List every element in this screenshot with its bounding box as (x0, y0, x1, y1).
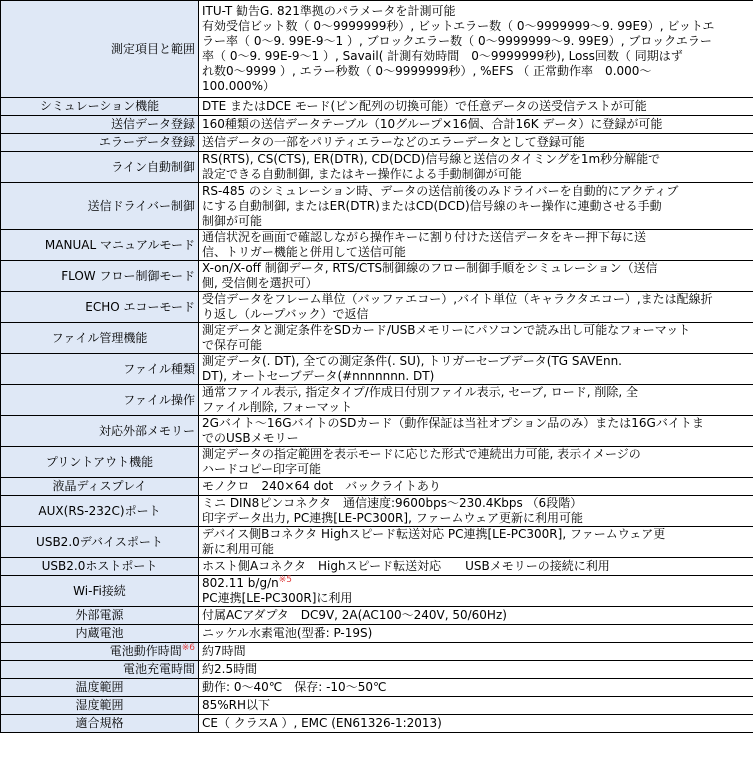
spec-value-line (202, 323, 750, 338)
spec-label (1, 558, 199, 576)
spec-value-text: 100.000%） (202, 79, 276, 93)
spec-value-text: 2Gバイト〜16GバイトのSDカード（動作保証は当社オプション品のみ）または16Gバイトま (202, 416, 704, 430)
spec-label (1, 98, 199, 116)
spec-value-line (202, 4, 750, 19)
footnote-mark: ※5 (278, 575, 293, 585)
spec-label-text: ファイル操作 (123, 392, 195, 407)
spec-label (1, 354, 199, 385)
spec-label (1, 323, 199, 354)
spec-row (1, 416, 753, 447)
spec-row (1, 625, 753, 643)
spec-value-line (202, 79, 750, 94)
spec-label (1, 230, 199, 261)
spec-value-line (202, 400, 750, 415)
spec-label-text: シミュレーション機能 (39, 99, 160, 113)
spec-label-text: 温度範囲 (75, 680, 124, 694)
spec-value-line (202, 496, 750, 511)
spec-value-line (202, 307, 750, 322)
spec-value-line (202, 338, 750, 353)
spec-row (1, 134, 753, 152)
spec-row (1, 354, 753, 385)
spec-value-text: DTE またはDCE モード(ピン配列の切換可能）で任意データの送受信テストが可能 (202, 99, 647, 113)
spec-label-text: AUX(RS-232C)ポート (38, 503, 161, 518)
spec-value-text: 設定できる自動制御, またはキー操作による手動制御が可能 (202, 167, 522, 181)
spec-value (199, 478, 753, 496)
spec-label-text: 送信ドライバー制御 (87, 198, 195, 213)
spec-value-line (202, 99, 750, 114)
spec-label-text: 送信データ登録 (110, 117, 195, 131)
spec-row (1, 323, 753, 354)
spec-row (1, 679, 753, 697)
spec-value-line (202, 385, 750, 400)
spec-value-line (202, 542, 750, 557)
spec-value-text: RS(RTS), CS(CTS), ER(DTR), CD(DCD)信号線と送信のタイミングを1m秒分解能で (202, 152, 661, 166)
spec-row (1, 643, 753, 661)
spec-value-line (202, 34, 750, 49)
spec-value (199, 447, 753, 478)
spec-value (199, 607, 753, 625)
spec-value (199, 643, 753, 661)
spec-value (199, 416, 753, 447)
spec-label (1, 385, 199, 416)
spec-value-text: 160種類の送信データテーブル（10グループ×16個、合計16K データ）に登録が可能 (202, 117, 663, 131)
spec-label-text: FLOW フロー制御モード (61, 268, 195, 283)
spec-value-text: 受信データをフレーム単位（バッファエコー）,バイト単位（キャラクタエコー）,または配線折 (202, 292, 713, 306)
spec-value-text: 側, 受信側を選択可） (202, 276, 318, 290)
spec-value-line (202, 462, 750, 477)
spec-row (1, 152, 753, 183)
spec-value-text: で保存可能 (202, 338, 263, 352)
spec-row (1, 447, 753, 478)
spec-value-text: 測定データと測定条件をSDカード/USBメモリーにパソコンで読み出し可能なフォーマット (202, 323, 691, 337)
spec-value-line (202, 559, 750, 574)
spec-label-text: 液晶ディスプレイ (52, 479, 147, 493)
spec-value-line (202, 230, 750, 245)
spec-value (199, 715, 753, 733)
spec-value (199, 354, 753, 385)
spec-row (1, 1, 753, 98)
spec-value-line (202, 135, 750, 150)
spec-value-text: RS-485 のシミュレーション時、データの送信前後のみドライバーを自動的にアクティブ (202, 183, 679, 198)
spec-row (1, 697, 753, 715)
spec-value-line (202, 576, 750, 591)
spec-value-text: 動作: 0〜40℃ 保存: -10〜50℃ (202, 680, 387, 694)
spec-value-line (202, 184, 750, 199)
spec-label-text: 対応外部メモリー (98, 423, 195, 438)
spec-label-text: エラーデータ登録 (98, 135, 195, 149)
spec-value (199, 558, 753, 576)
spec-value-text: 測定データの指定範囲を表示モードに応じた形式で連続出力可能, 表示イメージの (202, 447, 641, 461)
spec-value-text: ラー率（ 0〜9. 99E-9〜1 ）, ブロックエラー数（ 0〜9999999〜9. 99E9）, ブロックエラー (202, 34, 712, 48)
spec-row (1, 715, 753, 733)
spec-value-text: CE（ クラスA ）, EMC (EN61326-1:2013) (202, 716, 442, 730)
spec-label-text: 内蔵電池 (75, 626, 124, 640)
spec-value-line (202, 354, 750, 369)
spec-value-line (202, 19, 750, 34)
spec-value-text: ITU-T 勧告G. 821準拠のパラメータを計測可能 (202, 4, 456, 18)
spec-value-text: 測定データ(. DT), 全ての測定条件(. SU), トリガーセーブデータ(TG SAVEnn. (202, 354, 622, 368)
spec-value-text: でのUSBメモリー (202, 431, 299, 445)
spec-value-line (202, 591, 750, 606)
spec-label (1, 134, 199, 152)
spec-value (199, 697, 753, 715)
spec-value-text: れ数0〜9999 ）, エラー秒数（ 0〜9999999秒）, %EFS （ 正常動作率 0.000〜 (202, 64, 652, 78)
spec-value-text: ホスト側Aコネクタ Highスピード転送対応 USBメモリーの接続に利用 (202, 559, 610, 573)
spec-value-text: 通信状況を画面で確認しながら操作キーに割り付けた送信データをキー押下毎に送 (202, 230, 647, 244)
spec-value-text: 率（ 0〜9. 99E-9〜1 ）, Savail( 計測有効時間 0〜9999999秒), Loss回数（ 同期はず (202, 49, 683, 63)
spec-value (199, 183, 753, 230)
spec-value-text: 有効受信ビット数（ 0〜9999999秒）, ビットエラー数（ 0〜9999999〜9. 99E9）, ビットエ (202, 19, 715, 33)
spec-value-text: にする自動制御, またはER(DTR)またはCD(DCD)信号線のキー操作に連動させる手動 (202, 198, 662, 213)
spec-value-line (202, 416, 750, 431)
spec-label-text: USB2.0ホストポート (41, 559, 158, 573)
spec-value (199, 385, 753, 416)
spec-label-text: ECHO エコーモード (85, 299, 195, 314)
spec-value (199, 98, 753, 116)
spec-value (199, 323, 753, 354)
spec-value-line (202, 276, 750, 291)
spec-value-text: 約7時間 (202, 644, 246, 658)
spec-value (199, 625, 753, 643)
spec-label (1, 447, 199, 478)
spec-value-text: 新に利用可能 (202, 542, 275, 556)
spec-value-line (202, 199, 750, 214)
spec-value-text: 制御が可能 (202, 213, 263, 228)
spec-value-text: ニッケル水素電池(型番: P-19S) (202, 626, 373, 640)
spec-row (1, 576, 753, 607)
spec-value-text: モノクロ 240×64 dot バックライトあり (202, 479, 441, 493)
spec-table-body (1, 1, 753, 733)
spec-label (1, 576, 199, 607)
spec-value-line (202, 214, 750, 229)
spec-value-text: 約2.5時間 (202, 662, 258, 676)
spec-value-line (202, 680, 750, 695)
spec-value (199, 496, 753, 527)
spec-value-line (202, 662, 750, 677)
spec-value-line (202, 608, 750, 623)
spec-label (1, 715, 199, 733)
spec-value-text: 通常ファイル表示, 指定タイプ/作成日付別ファイル表示, セーブ, ロード, 削除, 全 (202, 385, 639, 399)
spec-value-line (202, 167, 750, 182)
spec-value (199, 134, 753, 152)
spec-value-text: 信、トリガー機能と併用して送信可能 (202, 245, 406, 259)
spec-value-text: 印字データ出力, PC連携[LE-PC300R], ファームウェア更新に利用可能 (202, 511, 583, 525)
spec-row (1, 116, 753, 134)
spec-value (199, 230, 753, 261)
spec-value-line (202, 117, 750, 132)
spec-value-line (202, 447, 750, 462)
spec-row (1, 661, 753, 679)
spec-row (1, 292, 753, 323)
spec-value-text: 85%RH以下 (202, 698, 271, 712)
spec-label (1, 697, 199, 715)
spec-label (1, 183, 199, 230)
spec-label-text: プリントアウト機能 (45, 454, 154, 469)
spec-value-line (202, 698, 750, 713)
spec-value (199, 576, 753, 607)
spec-value-line (202, 644, 750, 659)
spec-value-text: X-on/X-off 制御データ, RTS/CTS制御線のフロー制御手順をシミュレーション（送信 (202, 261, 658, 275)
spec-label (1, 416, 199, 447)
spec-value (199, 116, 753, 134)
spec-label (1, 292, 199, 323)
spec-row (1, 183, 753, 230)
spec-value-text: ファイル削除, フォーマット (202, 400, 353, 414)
spec-label-text: USB2.0デバイスポート (36, 534, 163, 549)
spec-value-text: ハードコピー印字可能 (202, 462, 322, 476)
spec-label-text: 電池充電時間 (122, 662, 195, 676)
spec-label-text: ライン自動制御 (111, 159, 195, 174)
spec-row (1, 261, 753, 292)
spec-value-line (202, 261, 750, 276)
spec-row (1, 478, 753, 496)
spec-value (199, 679, 753, 697)
spec-label-text: MANUAL マニュアルモード (44, 237, 195, 252)
spec-label-text: 電池動作時間 (109, 644, 182, 658)
spec-value (199, 152, 753, 183)
spec-value-text: デバイス側Bコネクタ Highスピード転送対応 PC連携[LE-PC300R], ファームウェア更 (202, 527, 666, 541)
spec-label (1, 679, 199, 697)
spec-value-text: り返し（ループバック）で返信 (202, 307, 369, 321)
spec-label (1, 496, 199, 527)
spec-label-text: Wi-Fi接続 (73, 583, 126, 598)
spec-label (1, 152, 199, 183)
spec-row (1, 98, 753, 116)
spec-label (1, 478, 199, 496)
spec-row (1, 385, 753, 416)
spec-value (199, 261, 753, 292)
spec-value-line (202, 152, 750, 167)
spec-value-line (202, 369, 750, 384)
spec-label (1, 261, 199, 292)
spec-value-line (202, 292, 750, 307)
spec-value-text: 付属ACアダプタ DC9V, 2A(AC100〜240V, 50/60Hz) (202, 608, 507, 622)
spec-label (1, 625, 199, 643)
spec-label-text: 湿度範囲 (75, 698, 124, 712)
spec-label (1, 116, 199, 134)
spec-row (1, 558, 753, 576)
spec-value-line (202, 64, 750, 79)
spec-value-line (202, 479, 750, 494)
spec-value-line (202, 716, 750, 731)
spec-label (1, 527, 199, 558)
spec-value-text: 送信データの一部をパリティエラーなどのエラーデータとして登録可能 (202, 135, 585, 149)
spec-row (1, 230, 753, 261)
spec-row (1, 607, 753, 625)
spec-value-line (202, 245, 750, 260)
spec-label-text: 外部電源 (75, 608, 124, 622)
spec-value-text: ミニ DIN8ピンコネクタ 通信速度:9600bps〜230.4Kbps （6段階） (202, 496, 583, 510)
footnote-mark: ※6 (181, 643, 195, 653)
spec-label-text: ファイル種類 (123, 361, 195, 376)
spec-value (199, 1, 753, 98)
spec-value-line (202, 431, 750, 446)
spec-label (1, 643, 199, 661)
spec-label-text: 測定項目と範囲 (110, 41, 195, 56)
spec-label-text: 適合規格 (75, 716, 124, 730)
spec-value-line (202, 626, 750, 641)
spec-value-line (202, 527, 750, 542)
spec-value-text: 802.11 b/g/n (202, 576, 279, 590)
spec-value (199, 661, 753, 679)
spec-label (1, 661, 199, 679)
spec-label-text: ファイル管理機能 (51, 330, 148, 345)
spec-value-line (202, 49, 750, 64)
spec-value-text: PC連携[LE-PC300R]に利用 (202, 591, 353, 605)
spec-value (199, 292, 753, 323)
spec-row (1, 527, 753, 558)
spec-label (1, 607, 199, 625)
spec-row (1, 496, 753, 527)
spec-value-text: DT), オートセーブデータ(#nnnnnnn. DT) (202, 369, 435, 383)
spec-label (1, 1, 199, 98)
spec-value (199, 527, 753, 558)
spec-value-line (202, 511, 750, 526)
